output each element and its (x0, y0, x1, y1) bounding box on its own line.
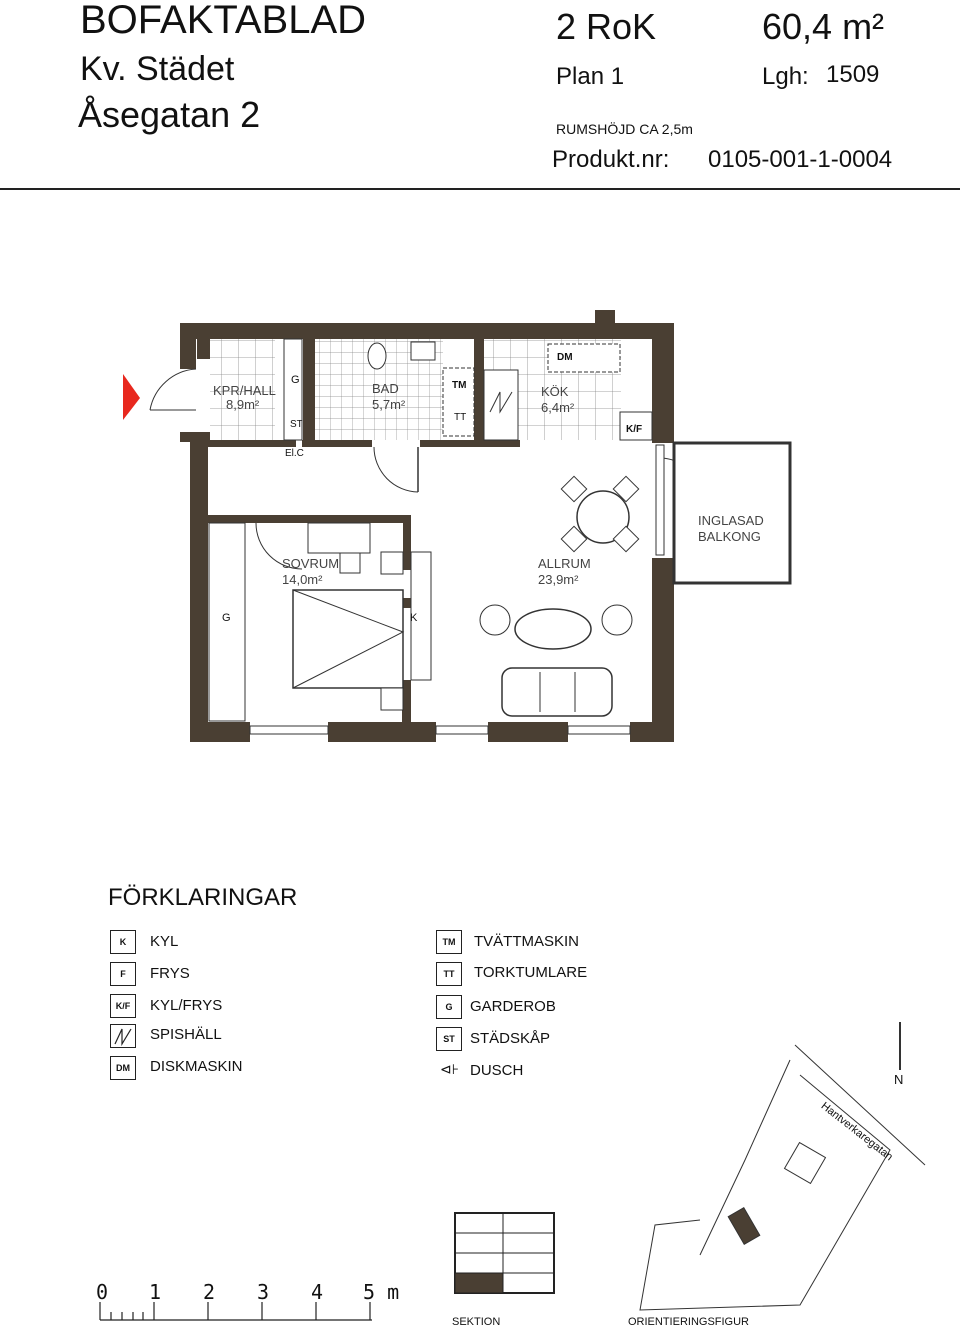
dishwasher-label: DM (557, 352, 573, 363)
legend-symbol-dryer: TT (436, 962, 462, 986)
room-name-living: ALLRUM (538, 556, 591, 571)
room-name-hall: KPR/HALL (213, 383, 276, 398)
scale-tick-5: 5 m (363, 1280, 400, 1304)
legend-label-dishwasher: DISKMASKIN (150, 1058, 243, 1075)
scale-tick-3: 3 (257, 1280, 270, 1304)
room-count: 2 RoK (556, 6, 657, 47)
room-sub-balcony: BALKONG (698, 529, 761, 544)
legend-symbol-closet: ST (436, 1027, 462, 1051)
orientation-label: ORIENTIERINGSFIGUR (628, 1316, 750, 1328)
scale-tick-2: 2 (203, 1280, 216, 1304)
electric-cabinet-label: El.C (285, 448, 304, 459)
orientation-map (640, 1022, 925, 1310)
legend-label-closet: STÄDSKÅP (470, 1030, 551, 1047)
legend-label-dryer: TORKTUMLARE (474, 964, 588, 981)
section-label: SEKTION (452, 1316, 501, 1328)
scale-bar (100, 1302, 372, 1320)
room-name-balcony: INGLASAD (698, 513, 764, 528)
legend-label-washer: TVÄTTMASKIN (474, 933, 580, 950)
room-name-bedroom: SOVRUM (282, 556, 340, 571)
legend-symbol-washer: TM (436, 930, 462, 954)
shower-icon: ⊲⊦ (440, 1061, 460, 1077)
product-number: 0105-001-1-0004 (708, 146, 893, 173)
street-name: Hantverkaregatan (818, 1100, 895, 1164)
legend-symbol-freezer: F (110, 962, 136, 986)
scale-tick-1: 1 (149, 1280, 162, 1304)
fridge-freezer-label: K/F (626, 424, 643, 435)
legend-label-fridge-freezer: KYL/FRYS (150, 997, 223, 1014)
dryer-label: TT (454, 412, 467, 423)
washer-label: TM (452, 380, 467, 391)
stove-icon (110, 1024, 136, 1048)
product-label: Produkt.nr: (552, 146, 670, 173)
room-area-kitchen: 6,4m² (541, 400, 575, 415)
room-area-living: 23,9m² (538, 572, 579, 587)
legend-label-stove: SPISHÄLL (150, 1026, 222, 1043)
wardrobe-label-hall: G (291, 374, 300, 386)
fridge-label-bedroom: K (410, 612, 418, 624)
apartment-label: Lgh: (762, 63, 809, 90)
legend-label-wardrobe: GARDEROB (470, 998, 556, 1015)
legend-label-fridge: KYL (150, 933, 179, 950)
north-label: N (894, 1072, 904, 1087)
section-drawing (455, 1213, 554, 1293)
wardrobe-label-bedroom: G (222, 612, 231, 624)
room-name-kitchen: KÖK (541, 384, 569, 399)
legend-label-freezer: FRYS (150, 965, 190, 982)
room-area-bedroom: 14,0m² (282, 572, 323, 587)
block-name: Kv. Städet (80, 50, 235, 88)
document-title: BOFAKTABLAD (80, 0, 367, 42)
room-area-hall: 8,9m² (226, 397, 260, 412)
entrance-arrow-icon (123, 374, 140, 420)
apartment-number: 1509 (826, 61, 880, 88)
room-height: RUMSHÖJD CA 2,5m (556, 121, 693, 137)
room-area-bath: 5,7m² (372, 397, 406, 412)
apartment-area: 60,4 m² (762, 6, 885, 47)
closet-label-hall: ST (290, 419, 303, 430)
legend-symbol-wardrobe: G (436, 995, 462, 1019)
legend-label-shower: DUSCH (470, 1062, 524, 1079)
floor-plan-level: Plan 1 (556, 63, 625, 90)
scale-tick-0: 0 (96, 1280, 109, 1304)
legend-title: FÖRKLARINGAR (108, 884, 298, 911)
legend-symbol-fridge: K (110, 930, 136, 954)
legend-symbol-fridge-freezer: K/F (110, 994, 136, 1018)
address: Åsegatan 2 (78, 94, 261, 135)
room-name-bath: BAD (372, 381, 399, 396)
legend-symbol-dishwasher: DM (110, 1056, 136, 1080)
scale-tick-4: 4 (311, 1280, 324, 1304)
